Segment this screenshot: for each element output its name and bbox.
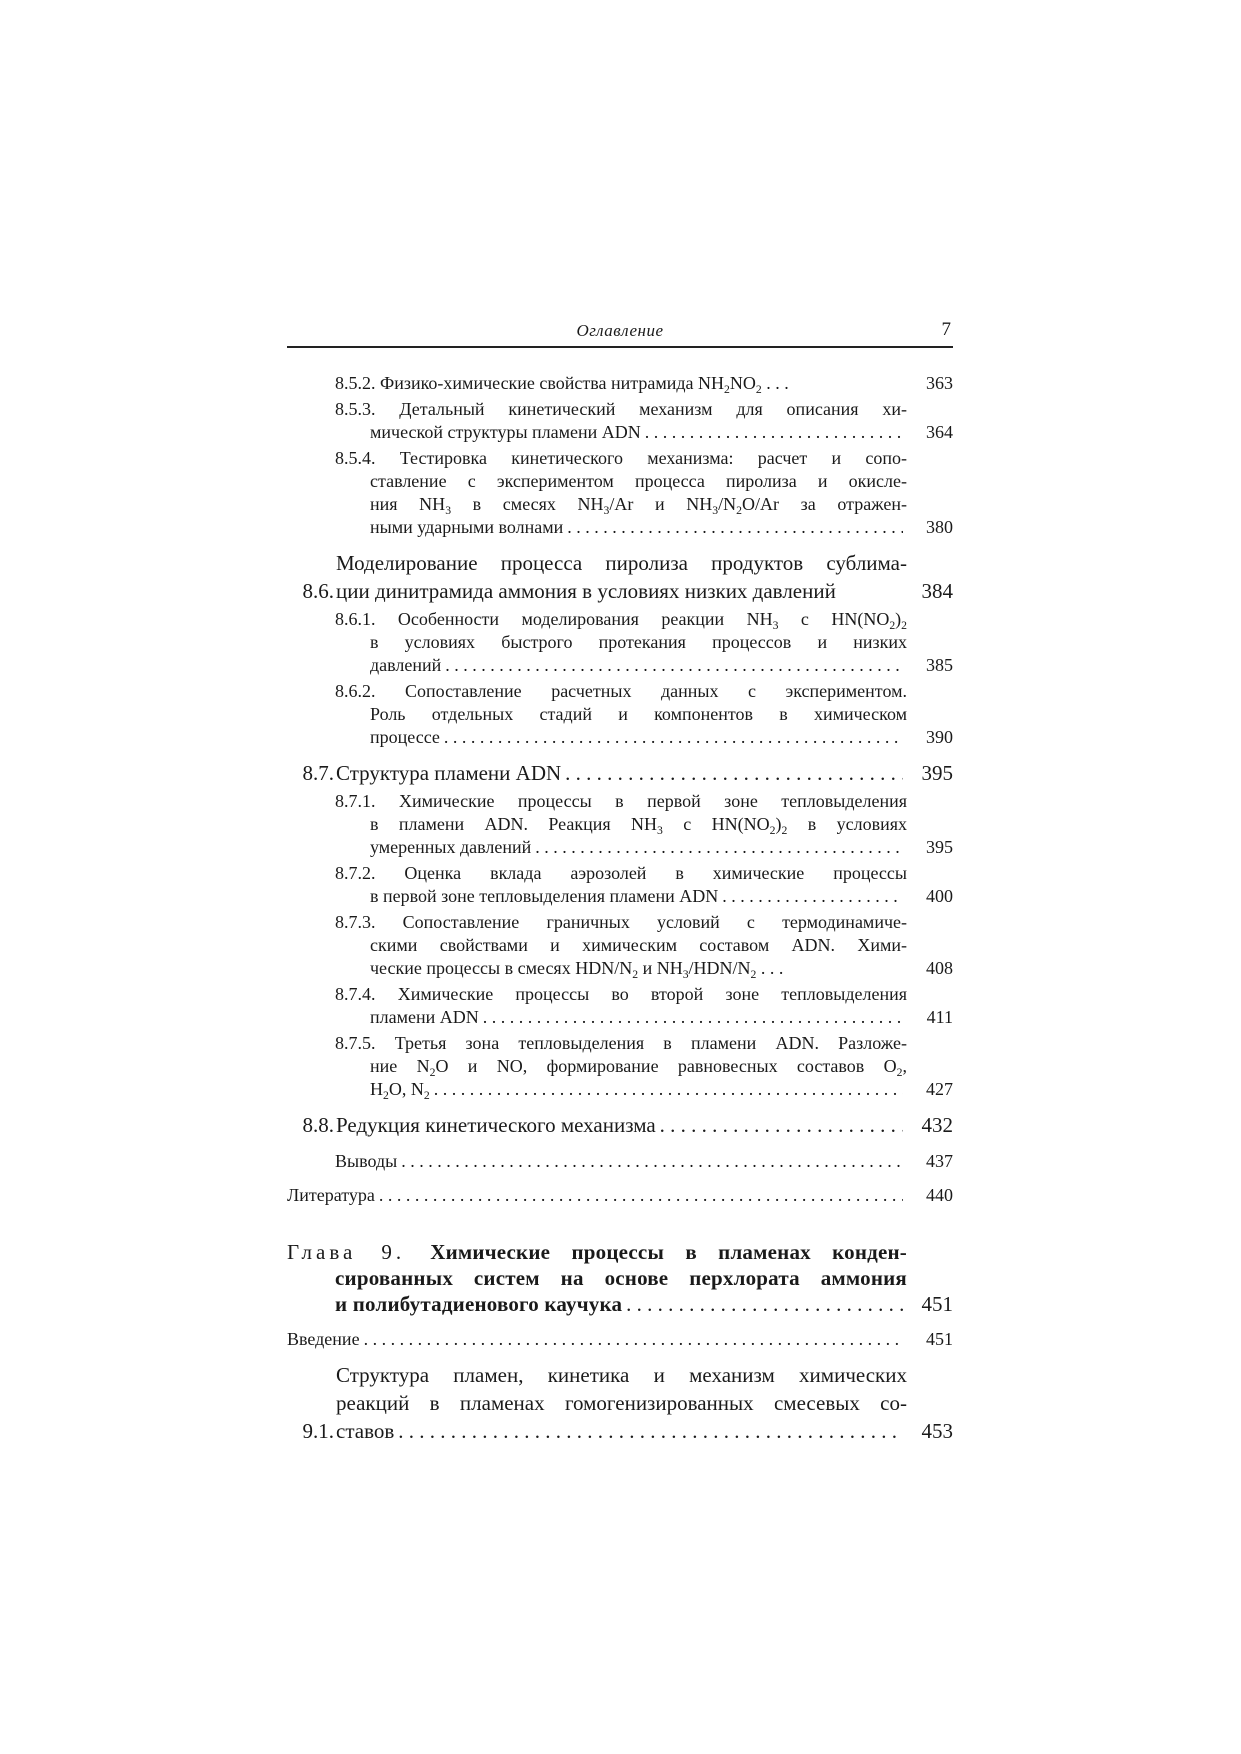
page-number: 7 (941, 319, 951, 340)
dot-leader (565, 759, 903, 787)
toc-page-number: 427 (926, 1079, 953, 1099)
toc-entry-line: Выводы . . . (335, 1149, 907, 1173)
toc-page-number: 364 (926, 422, 953, 442)
dot-leader (401, 1149, 903, 1173)
chapter-title: Химические процессы в пламенах конден- (430, 1240, 907, 1264)
toc-entry[interactable] (287, 1149, 953, 1173)
toc-entry[interactable] (287, 983, 953, 1029)
toc-entry-line: 8.7.3. Сопоставление граничных условий с термодинамиче- (335, 912, 907, 932)
toc-entry-line: скими свойствами и химическим составом ADN. Хими- (370, 935, 907, 955)
toc-entry[interactable] (287, 608, 953, 677)
section-number: 8.7. (302, 761, 334, 785)
toc-page-number: 432 (921, 1113, 953, 1137)
toc-entry-line: умеренных давлений . . . (335, 836, 907, 859)
running-title: Оглавление (576, 321, 664, 340)
toc-page-number: 384 (921, 579, 953, 603)
section-number: 9.1. (302, 1419, 334, 1443)
toc-entry[interactable] (287, 398, 953, 444)
toc-entry-line: ние $N_2O$ и NO, формирование равновесных составов $O_2$, (370, 1056, 907, 1079)
toc-entry-line: Роль отдельных стадий и компонентов в химическом (370, 704, 907, 724)
dot-leader (379, 1183, 903, 1207)
toc-entry-line: 8.5.3. Детальный кинетический механизм для описания хи- (335, 399, 907, 419)
toc-entry-line: Моделирование процесса пиролиза продуктов сублима- (336, 551, 907, 575)
toc-entry-line: ческие процессы в смесях HDN/$N_2$ и $NH_3/HDN/N_2$ . . . (370, 958, 784, 981)
toc-page-number: 380 (926, 517, 953, 537)
toc-entry-line: 8.6.2. Сопоставление расчетных данных с экспериментом. (335, 681, 907, 701)
table-of-contents (287, 369, 953, 1445)
toc-entry-line: 8.5.4. Тестировка кинетического механизма: расчет и сопо- (335, 448, 907, 468)
toc-entry-line: в условиях быстрого протекания процессов и низких (370, 632, 907, 652)
toc-entry[interactable] (287, 911, 953, 980)
toc-entry-line: 8.5.2. Физико-химические свойства нитрамида $NH_2NO_2$ . . . (335, 373, 789, 396)
dot-leader (445, 654, 903, 677)
toc-entry-line: 8.7.1. Химические процессы в первой зоне тепловыделения (335, 791, 907, 811)
toc-entry-line: процессе . . . (335, 726, 907, 749)
page-header (287, 318, 953, 348)
dot-leader (660, 1111, 903, 1139)
toc-page-number: 363 (926, 373, 953, 393)
dot-leader (444, 726, 903, 749)
toc-entry-line: Литература . . . (287, 1183, 907, 1207)
section-number: 8.6. (302, 579, 334, 603)
toc-page-number: 453 (921, 1419, 953, 1443)
toc-entry[interactable] (287, 1327, 953, 1351)
toc-entry-line: давлений . . . (335, 654, 907, 677)
toc-page-number: 400 (926, 886, 953, 906)
toc-entry-line: ции динитрамида аммония в условиях низких давлений (336, 579, 836, 603)
chapter-label: Глава 9. (287, 1240, 431, 1264)
dot-leader (722, 885, 903, 908)
toc-entry-line: ния $NH_3$ в смесях $NH_3/Ar$ и $NH_3/N_2O/Ar$ за отражен- (370, 494, 907, 517)
toc-entry-line: Структура пламени ADN . . . (336, 759, 907, 787)
toc-entry-line: в пламени ADN. Реакция $NH_3$ с $HN(NO_2)_2$ в условиях (370, 814, 907, 837)
dot-leader (434, 1078, 903, 1101)
toc-entry-line: пламени ADN . . . (335, 1006, 907, 1029)
toc-page-number: 408 (926, 958, 953, 978)
toc-entry-line: Редукция кинетического механизма . . . (336, 1111, 907, 1139)
chapter-title: и полибутадиенового каучука (335, 1292, 623, 1316)
toc-page-number: 437 (926, 1151, 953, 1171)
toc-page-number: 451 (921, 1292, 953, 1316)
dot-leader (567, 516, 903, 539)
toc-entry[interactable] (287, 549, 953, 605)
toc-page-number: 411 (926, 1007, 953, 1027)
toc-entry-line: 8.7.4. Химические процессы во второй зоне тепловыделения (335, 984, 907, 1004)
toc-page-number: 385 (926, 655, 953, 675)
toc-entry[interactable] (287, 372, 953, 395)
section-number: 8.8. (302, 1113, 334, 1137)
dot-leader (398, 1417, 903, 1445)
toc-entry-line: ными ударными волнами . . . (335, 516, 907, 539)
toc-entry-line: Введение . . . (287, 1327, 907, 1351)
toc-page-number: 395 (921, 761, 953, 785)
toc-entry[interactable] (287, 790, 953, 859)
toc-entry-line: ставление с экспериментом процесса пиролиза и окисле- (370, 471, 907, 491)
toc-page-number: 390 (926, 727, 953, 747)
dot-leader (483, 1006, 903, 1029)
toc-page-number: 451 (926, 1329, 953, 1349)
dot-leader (364, 1327, 903, 1351)
toc-entry-line: 8.7.2. Оценка вклада аэрозолей в химические процессы (335, 863, 907, 883)
toc-entry[interactable] (287, 447, 953, 539)
dot-leader (645, 421, 903, 444)
toc-page-number: 440 (926, 1185, 953, 1205)
toc-entry[interactable] (287, 862, 953, 908)
chapter-heading[interactable] (287, 1239, 953, 1317)
toc-entry-line: мической структуры пламени ADN . . . (335, 421, 907, 444)
chapter-title: сированных систем на основе перхлората аммония (335, 1266, 907, 1290)
toc-entry-line: реакций в пламенах гомогенизированных смесевых со- (336, 1391, 907, 1415)
toc-entry[interactable] (287, 1361, 953, 1445)
toc-entry-line: 8.7.5. Третья зона тепловыделения в пламени ADN. Разложе- (335, 1033, 907, 1053)
toc-entry-line: в первой зоне тепловыделения пламени ADN . . . (335, 885, 907, 908)
toc-entry-line: Структура пламен, кинетика и механизм химических (336, 1363, 907, 1387)
toc-entry[interactable] (287, 680, 953, 749)
toc-entry-line: $H_2O$, $N_2$ . . . (335, 1078, 907, 1101)
toc-entry-line: 8.6.1. Особенности моделирования реакции $NH_3$ с $HN(NO_2)_2$ (335, 609, 908, 632)
toc-entry[interactable] (287, 759, 953, 787)
toc-entry[interactable] (287, 1032, 953, 1101)
toc-entry[interactable] (287, 1111, 953, 1139)
toc-entry[interactable] (287, 1183, 953, 1207)
toc-entry-line: ставов . . . (336, 1417, 907, 1445)
dot-leader (535, 836, 903, 859)
dot-leader (626, 1291, 903, 1317)
toc-page-number: 395 (926, 837, 953, 857)
